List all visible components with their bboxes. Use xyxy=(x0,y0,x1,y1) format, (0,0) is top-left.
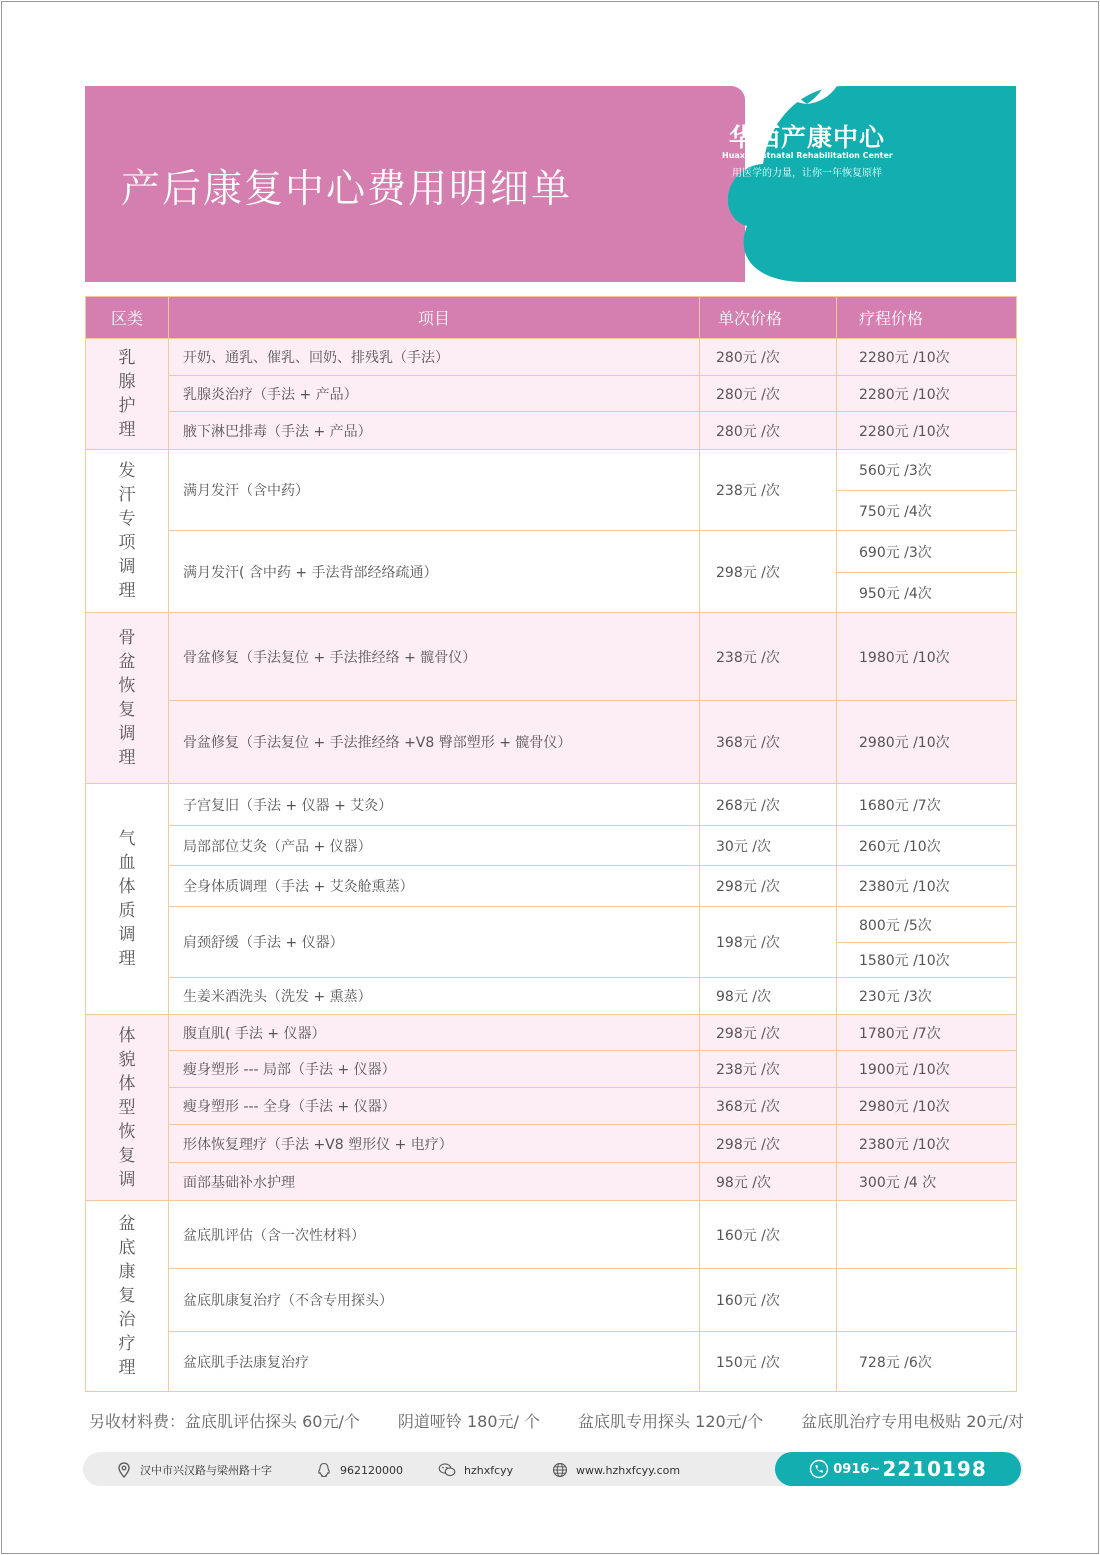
phone-icon xyxy=(809,1459,829,1479)
category-label xyxy=(86,1212,168,1380)
table-header-row xyxy=(86,297,1017,339)
category-char: 调 xyxy=(118,1169,136,1190)
price-cell: 30元 /次 xyxy=(700,826,837,866)
course-cell: 750元 /4次 xyxy=(837,491,1017,531)
header-course-price: 疗程价格 xyxy=(837,297,1017,339)
category-char: 汗 xyxy=(118,485,136,505)
category-char: 理 xyxy=(118,581,136,601)
price-cell: 238元 /次 xyxy=(700,613,837,701)
item-cell: 盆底肌康复治疗（不含专用探头） xyxy=(169,1269,700,1332)
course-cell xyxy=(837,1201,1017,1269)
category-label xyxy=(86,1024,168,1192)
course-cell: 690元 /3次 xyxy=(837,531,1017,573)
table-row xyxy=(86,376,1017,412)
price-cell: 298元 /次 xyxy=(700,1015,837,1051)
category-char: 理 xyxy=(118,1358,136,1378)
footer-wechat xyxy=(438,1462,513,1478)
price-cell: 150元 /次 xyxy=(700,1332,837,1392)
course-cell: 1780元 /7次 xyxy=(837,1015,1017,1051)
category-char: 发 xyxy=(118,461,136,481)
price-cell: 298元 /次 xyxy=(700,866,837,907)
course-cell: 2280元 /10次 xyxy=(837,412,1017,450)
table-row xyxy=(86,784,1017,826)
category-cell xyxy=(86,339,169,450)
price-cell: 238元 /次 xyxy=(700,450,837,531)
item-cell: 生姜米酒洗头（洗发 + 熏蒸） xyxy=(169,978,700,1015)
item-cell: 骨盆修复（手法复位 + 手法推经络 +V8 臀部塑形 + 髋骨仪） xyxy=(169,701,700,784)
course-cell: 1580元 /10次 xyxy=(837,943,1017,978)
extra-fee-item: 另收材料费：盆底肌评估探头 60元/个 xyxy=(89,1412,360,1431)
extra-fee-item: 盆底肌治疗专用电极贴 20元/对 xyxy=(801,1412,1024,1431)
item-cell: 骨盆修复（手法复位 + 手法推经络 + 髋骨仪） xyxy=(169,613,700,701)
item-cell: 局部部位艾灸（产品 + 仪器） xyxy=(169,826,700,866)
table-row xyxy=(86,1269,1017,1332)
qq-icon xyxy=(316,1462,332,1478)
course-cell: 2380元 /10次 xyxy=(837,866,1017,907)
category-char: 康 xyxy=(118,1262,136,1282)
item-cell: 子宫复旧（手法 + 仪器 + 艾灸） xyxy=(169,784,700,826)
price-cell: 298元 /次 xyxy=(700,1125,837,1163)
qq-text: 962120000 xyxy=(340,1463,403,1477)
table-row xyxy=(86,1088,1017,1125)
extra-fee-item: 盆底肌专用探头 120元/个 xyxy=(578,1412,764,1431)
price-cell: 198元 /次 xyxy=(700,907,837,978)
category-char: 恢 xyxy=(118,676,136,696)
phone-prefix: 0916~ xyxy=(833,1461,881,1477)
category-char: 调 xyxy=(118,724,136,744)
price-cell: 368元 /次 xyxy=(700,1088,837,1125)
price-cell: 160元 /次 xyxy=(700,1269,837,1332)
phone-pill[interactable] xyxy=(775,1452,1021,1486)
category-char: 疗 xyxy=(118,1334,136,1354)
item-cell: 开奶、通乳、催乳、回奶、排残乳（手法） xyxy=(169,339,700,376)
table-row xyxy=(86,1051,1017,1088)
price-cell: 368元 /次 xyxy=(700,701,837,784)
category-char: 护 xyxy=(118,396,136,416)
category-char: 气 xyxy=(118,829,136,849)
item-cell: 形体恢复理疗（手法 +V8 塑形仪 + 电疗） xyxy=(169,1125,700,1163)
category-char: 专 xyxy=(118,509,136,529)
location-icon xyxy=(116,1462,132,1478)
item-cell: 面部基础补水护理 xyxy=(169,1163,700,1201)
price-cell: 298元 /次 xyxy=(700,531,837,613)
phone-number: 2210198 xyxy=(882,1457,987,1481)
course-cell: 260元 /10次 xyxy=(837,826,1017,866)
category-char: 质 xyxy=(118,901,136,921)
category-char: 乳 xyxy=(118,348,136,368)
item-cell: 盆底肌手法康复治疗 xyxy=(169,1332,700,1392)
price-cell: 98元 /次 xyxy=(700,1163,837,1201)
footer-website[interactable] xyxy=(552,1462,680,1478)
category-char: 调 xyxy=(118,557,136,577)
table-row xyxy=(86,1201,1017,1269)
price-cell: 160元 /次 xyxy=(700,1201,837,1269)
table-row xyxy=(86,701,1017,784)
page-title: 产后康复中心费用明细单 xyxy=(121,167,573,212)
table-row xyxy=(86,866,1017,907)
header-category: 区类 xyxy=(86,297,169,339)
category-char: 型 xyxy=(118,1097,136,1118)
brand-english-name: Huaxi Postnatal Rehabilitation Center xyxy=(722,151,893,160)
item-cell: 瘦身塑形 --- 全身（手法 + 仪器） xyxy=(169,1088,700,1125)
category-cell xyxy=(86,1015,169,1201)
price-cell: 268元 /次 xyxy=(700,784,837,826)
table-row xyxy=(86,412,1017,450)
category-char: 貌 xyxy=(118,1049,136,1070)
price-cell: 98元 /次 xyxy=(700,978,837,1015)
category-char: 体 xyxy=(118,1025,136,1046)
course-cell: 2980元 /10次 xyxy=(837,701,1017,784)
globe-icon xyxy=(552,1462,568,1478)
category-char: 理 xyxy=(118,748,136,768)
course-cell: 950元 /4次 xyxy=(837,573,1017,613)
category-cell xyxy=(86,1201,169,1392)
table-row xyxy=(86,1163,1017,1201)
header-item: 项目 xyxy=(169,297,700,339)
table-row xyxy=(86,978,1017,1015)
address-text: 汉中市兴汉路与梁州路十字 xyxy=(140,1464,272,1477)
category-char: 底 xyxy=(118,1238,136,1258)
price-cell: 280元 /次 xyxy=(700,412,837,450)
price-cell: 280元 /次 xyxy=(700,339,837,376)
table-row xyxy=(86,339,1017,376)
header-banner xyxy=(85,86,1016,282)
website-text: www.hzhxfcyy.com xyxy=(576,1463,681,1477)
course-cell: 800元 /5次 xyxy=(837,907,1017,943)
category-char: 项 xyxy=(118,533,136,553)
price-cell: 238元 /次 xyxy=(700,1051,837,1088)
fee-table xyxy=(85,296,1017,1392)
table-row xyxy=(86,613,1017,701)
category-char: 盆 xyxy=(118,1214,136,1234)
brand-slogan: 用医学的力量，让你一年恢复原样 xyxy=(732,168,882,179)
category-label xyxy=(86,827,168,971)
category-cell xyxy=(86,784,169,1015)
category-char: 骨 xyxy=(118,628,136,648)
course-cell: 1980元 /10次 xyxy=(837,613,1017,701)
table-row xyxy=(86,1125,1017,1163)
category-char: 治 xyxy=(118,1310,136,1330)
category-char: 血 xyxy=(118,853,136,873)
item-cell: 腋下淋巴排毒（手法 + 产品） xyxy=(169,412,700,450)
category-label xyxy=(86,459,168,603)
category-label xyxy=(86,346,168,442)
category-cell xyxy=(86,613,169,784)
course-cell: 1900元 /10次 xyxy=(837,1051,1017,1088)
course-cell: 2280元 /10次 xyxy=(837,339,1017,376)
brand-name: 华西产康中心 xyxy=(728,123,885,152)
category-char: 腺 xyxy=(118,372,136,392)
header-teal-cloud xyxy=(655,86,1016,282)
item-cell: 全身体质调理（手法 + 艾灸舱熏蒸） xyxy=(169,866,700,907)
course-cell: 728元 /6次 xyxy=(837,1332,1017,1392)
course-cell: 230元 /3次 xyxy=(837,978,1017,1015)
category-char: 体 xyxy=(118,877,136,897)
course-cell: 1680元 /7次 xyxy=(837,784,1017,826)
price-cell: 280元 /次 xyxy=(700,376,837,412)
wechat-icon xyxy=(438,1462,456,1478)
course-cell: 300元 /4 次 xyxy=(837,1163,1017,1201)
course-cell: 2380元 /10次 xyxy=(837,1125,1017,1163)
item-cell: 乳腺炎治疗（手法 + 产品） xyxy=(169,376,700,412)
extra-fee-item: 阴道哑铃 180元/ 个 xyxy=(397,1412,540,1431)
logo-icon xyxy=(762,22,852,110)
course-cell xyxy=(837,1269,1017,1332)
wechat-text: hzhxfcyy xyxy=(464,1463,514,1477)
item-cell: 满月发汗( 含中药 + 手法背部经络疏通） xyxy=(169,531,700,613)
footer-qq xyxy=(316,1462,403,1478)
table-row xyxy=(86,1015,1017,1051)
category-char: 调 xyxy=(118,925,136,945)
item-cell: 瘦身塑形 --- 局部（手法 + 仪器） xyxy=(169,1051,700,1088)
category-cell xyxy=(86,450,169,613)
course-cell: 2280元 /10次 xyxy=(837,376,1017,412)
item-cell: 肩颈舒缓（手法 + 仪器） xyxy=(169,907,700,978)
category-char: 理 xyxy=(118,949,136,969)
course-cell: 560元 /3次 xyxy=(837,450,1017,491)
course-cell: 2980元 /10次 xyxy=(837,1088,1017,1125)
category-char: 复 xyxy=(118,1145,136,1166)
header-single-price: 单次价格 xyxy=(700,297,837,339)
table-row xyxy=(86,826,1017,866)
category-char: 理 xyxy=(118,420,136,440)
extra-fees-note xyxy=(89,1409,1024,1432)
footer-address xyxy=(116,1462,272,1478)
category-label xyxy=(86,626,168,770)
item-cell: 满月发汗（含中药） xyxy=(169,450,700,531)
category-char: 复 xyxy=(118,1286,136,1306)
category-char: 体 xyxy=(118,1073,136,1094)
category-char: 恢 xyxy=(118,1121,136,1142)
table-row xyxy=(86,531,1017,573)
table-row xyxy=(86,1332,1017,1392)
table-row xyxy=(86,450,1017,491)
table-row xyxy=(86,907,1017,943)
category-char: 复 xyxy=(118,700,136,720)
item-cell: 盆底肌评估（含一次性材料） xyxy=(169,1201,700,1269)
item-cell: 腹直肌( 手法 + 仪器） xyxy=(169,1015,700,1051)
category-char: 盆 xyxy=(118,652,136,672)
